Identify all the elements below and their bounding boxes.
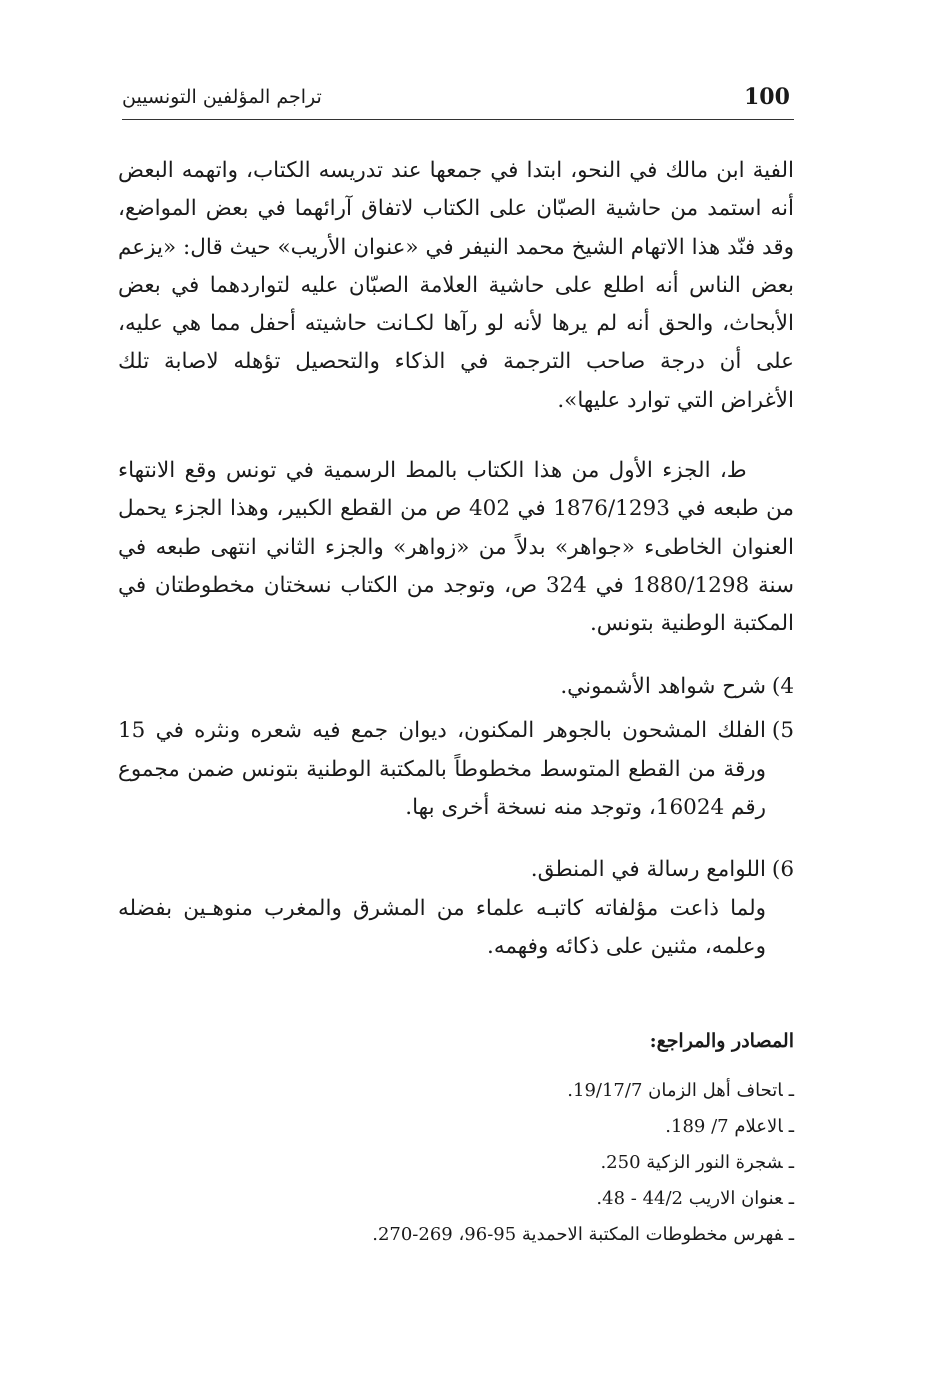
dash-marker: ـ xyxy=(788,1224,794,1245)
reference-text: اتحاف أهل الزمان 19/17/7. xyxy=(567,1080,783,1101)
reference-item xyxy=(372,1073,794,1109)
list-item-text: شرح شواهد الأشموني. xyxy=(560,674,766,699)
dash-marker: ـ xyxy=(788,1152,794,1173)
header-rule xyxy=(122,119,794,120)
closing-paragraph: ولما ذاعت مؤلفاته كاتبـه علماء من المشرق والمغرب منوهـين بفضله وعلمه، مثنين على ذكائه وفهمه. xyxy=(118,896,766,960)
reference-item xyxy=(372,1181,794,1217)
reference-text: الاعلام 7/ 189. xyxy=(665,1116,783,1137)
references-title: المصادر والمراجع: xyxy=(649,1030,794,1052)
list-item-number: 6) xyxy=(771,857,794,882)
list-item-text: اللوامع رسالة في المنطق. xyxy=(530,857,766,882)
reference-item xyxy=(372,1217,794,1253)
reference-text: عنوان الاريب 44/2 - 48. xyxy=(596,1188,783,1209)
dash-marker: ـ xyxy=(788,1080,794,1101)
running-title: تراجم المؤلفين التونسيين xyxy=(122,86,322,108)
list-item-number: 4) xyxy=(771,674,794,699)
list-item-number: 5) xyxy=(771,718,794,743)
reference-item xyxy=(372,1109,794,1145)
list-item-5 xyxy=(118,712,794,828)
list-item-text: الفلك المشحون بالجوهر المكنون، ديوان جمع فيه شعره ونثره في 15 ورقة من القطع المتوسط مخطوطاً بالمكتبة الوطنية بتونس ضمن مجموع رقم 16024، وتوجد منه نسخة أخرى بها. xyxy=(118,718,766,821)
dash-marker: ـ xyxy=(788,1188,794,1209)
list-item-6 xyxy=(118,851,794,890)
references-list xyxy=(372,1073,794,1253)
reference-item xyxy=(372,1145,794,1181)
page-header xyxy=(122,80,794,116)
list-item-4 xyxy=(118,668,794,707)
reference-text: فهرس مخطوطات المكتبة الاحمدية 95-96، 269-270. xyxy=(372,1224,783,1245)
paragraph-2: ط، الجزء الأول من هذا الكتاب بالمط الرسمية في تونس وقع الانتهاء من طبعه في 1876/1293 في 402 ص من القطع الكبير، وهذا الجزء يحمل العنوان الخاطىء «جواهر» بدلاً من «زواهر» والجزء الثاني انتهى طبعه في سنة 1880/1298 في 324 ص، وتوجد من الكتاب نسختان مخطوطتان في المكتبة الوطنية بتونس. xyxy=(118,458,794,637)
dash-marker: ـ xyxy=(788,1116,794,1137)
page-number: 100 xyxy=(744,84,790,110)
reference-text: شجرة النور الزكية 250. xyxy=(600,1152,783,1173)
paragraph-1: الفية ابن مالك في النحو، ابتدا في جمعها عند تدريسه الكتاب، واتهمه البعض أنه استمد من حاشية الصبّان على الكتاب لاتفاق آرائهما في بعض المواضع، وقد فنّد هذا الاتهام الشيخ محمد النيفر في «عنوان الأريب» حيث قال: «يزعم بعض الناس أنه اطلع على حاشية العلامة الصبّان عليه لتواردهما في بعض الأبحاث، والحق أنه لم يرها لأنه لو رآها لكـانت حاشيته أحفل مما هي عليه، على أن درجة صاحب الترجمة في الذكاء والتحصيل تؤهله لاصابة تلك الأغراض التي توارد عليها». xyxy=(118,158,794,413)
